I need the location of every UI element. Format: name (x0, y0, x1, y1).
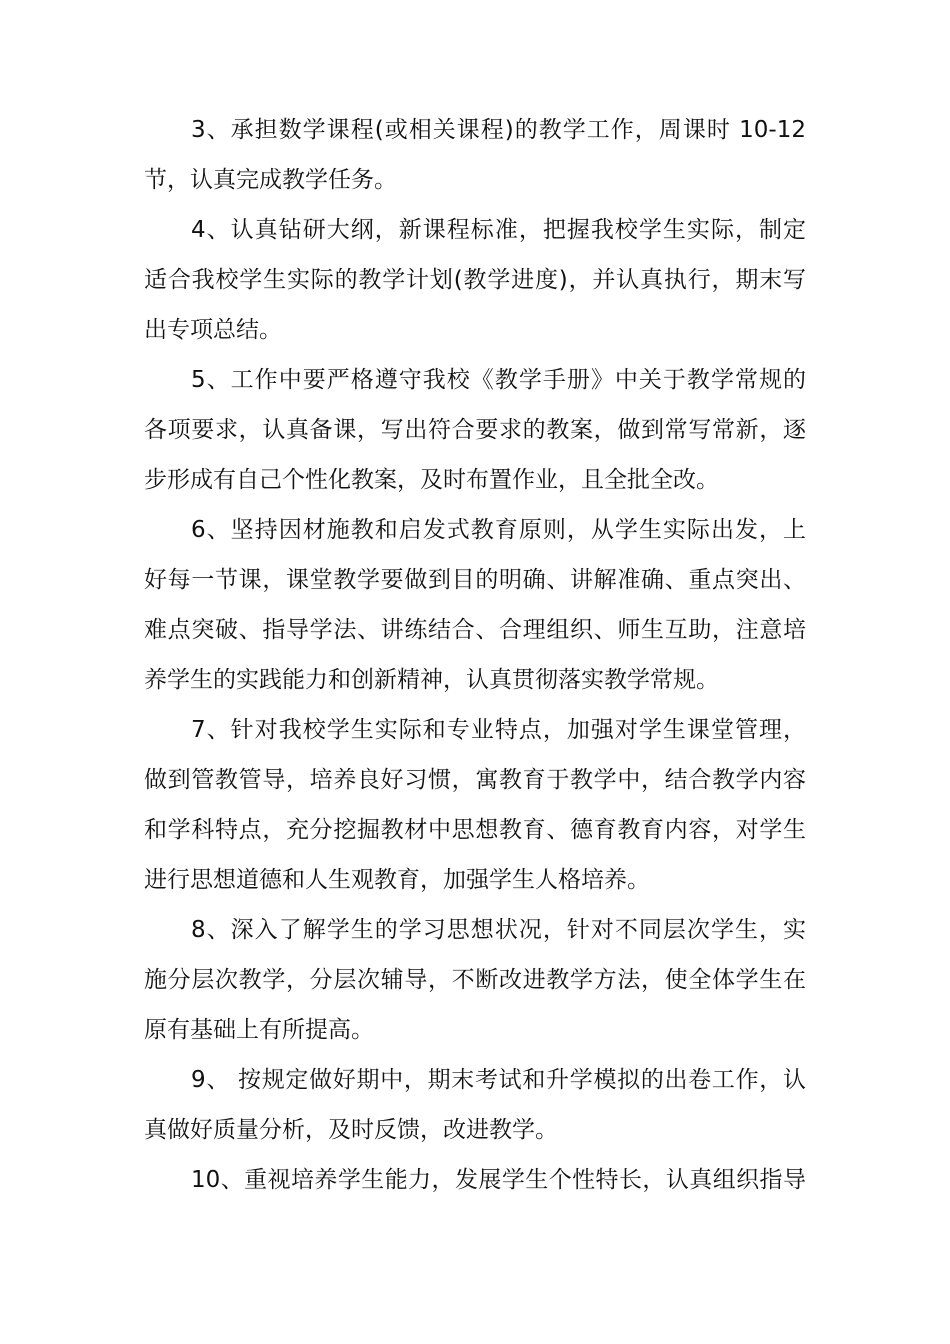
paragraph-line: 5、工作中要严格遵守我校《教学手册》中关于教学常规的 (191, 367, 806, 393)
paragraph-line: 进行思想道德和人生观教育，加强学生人格培养。 (144, 867, 650, 893)
document-body (144, 105, 806, 1205)
paragraph-line: 真做好质量分析，及时反馈，改进教学。 (144, 1117, 558, 1143)
paragraph-line: 施分层次教学，分层次辅导，不断改进教学方法，使全体学生在 (144, 967, 806, 993)
paragraph-line: 原有基础上有所提高。 (144, 1017, 374, 1043)
paragraph-6 (144, 505, 806, 705)
paragraph-8 (144, 905, 806, 1055)
paragraph-line: 7、针对我校学生实际和专业特点，加强对学生课堂管理， (191, 717, 806, 743)
paragraph-line: 好每一节课，课堂教学要做到目的明确、讲解准确、重点突出、 (144, 567, 806, 593)
paragraph-line: 做到管教管导，培养良好习惯，寓教育于教学中，结合教学内容 (144, 767, 806, 793)
paragraph-line: 3、承担数学课程(或相关课程)的教学工作，周课时 10-12 (191, 117, 806, 143)
paragraph-3 (144, 105, 806, 205)
paragraph-line: 节，认真完成教学任务。 (144, 167, 397, 193)
paragraph-line: 适合我校学生实际的教学计划(教学进度)，并认真执行，期末写 (144, 267, 806, 293)
paragraph-line: 4、认真钻研大纲，新课程标准，把握我校学生实际，制定 (191, 217, 806, 243)
paragraph-line: 和学科特点，充分挖掘教材中思想教育、德育教育内容，对学生 (144, 817, 806, 843)
paragraph-line: 步形成有自己个性化教案，及时布置作业，且全批全改。 (144, 467, 719, 493)
paragraph-5 (144, 355, 806, 505)
paragraph-line: 8、深入了解学生的学习思想状况，针对不同层次学生，实 (191, 917, 806, 943)
paragraph-10 (144, 1155, 806, 1205)
paragraph-line: 10、重视培养学生能力，发展学生个性特长，认真组织指导 (191, 1167, 806, 1193)
paragraph-4 (144, 205, 806, 355)
paragraph-line: 各项要求，认真备课，写出符合要求的教案，做到常写常新，逐 (144, 417, 806, 443)
paragraph-line: 6、坚持因材施教和启发式教育原则，从学生实际出发，上 (191, 517, 806, 543)
paragraph-line: 养学生的实践能力和创新精神，认真贯彻落实教学常规。 (144, 667, 719, 693)
paragraph-line: 出专项总结。 (144, 317, 282, 343)
paragraph-9 (144, 1055, 806, 1155)
paragraph-line: 难点突破、指导学法、讲练结合、合理组织、师生互助，注意培 (144, 617, 806, 643)
paragraph-7 (144, 705, 806, 905)
paragraph-line: 9、 按规定做好期中，期末考试和升学模拟的出卷工作，认 (191, 1067, 806, 1093)
